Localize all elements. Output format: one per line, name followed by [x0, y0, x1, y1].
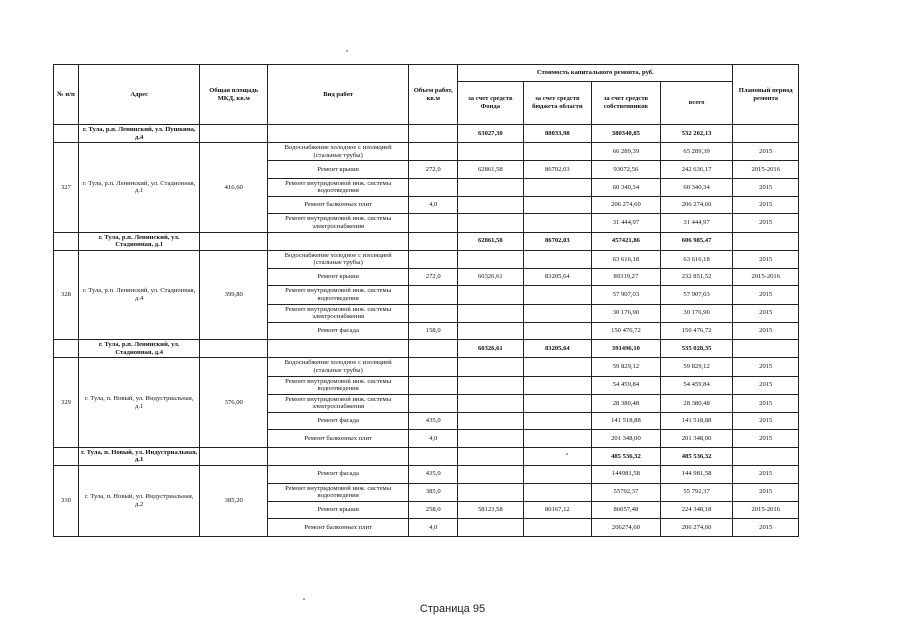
- region-cell: [523, 412, 592, 430]
- region-cell: [523, 519, 592, 537]
- work-cell: Ремонт внутридомовой инж. системы электроснабжения: [268, 304, 409, 322]
- period-cell: 2015-2016: [733, 268, 799, 286]
- owners-cell: 201 348,00: [592, 430, 661, 448]
- total-cell: 144 981,58: [660, 466, 733, 484]
- volume-cell: [409, 232, 458, 250]
- region-cell: [523, 358, 592, 376]
- region-cell: 83205,64: [523, 340, 592, 358]
- scan-speck: [303, 598, 305, 600]
- work-cell: Ремонт фасада: [268, 412, 409, 430]
- owners-cell: 89319,27: [592, 268, 661, 286]
- area-cell: [200, 340, 268, 358]
- total-cell: 28 380,48: [660, 394, 733, 412]
- num-cell: [54, 340, 79, 358]
- owners-cell: 30 176,90: [592, 304, 661, 322]
- period-cell: [733, 340, 799, 358]
- region-cell: 86702,03: [523, 232, 592, 250]
- owners-cell: 391496,10: [592, 340, 661, 358]
- num-cell: 329: [54, 358, 79, 447]
- period-cell: 2015: [733, 214, 799, 232]
- col-header-period: Плановый период ремонта: [733, 65, 799, 125]
- total-cell: 59 829,12: [660, 358, 733, 376]
- region-cell: [523, 250, 592, 268]
- area-cell: [200, 232, 268, 250]
- period-cell: 2015-2016: [733, 501, 799, 519]
- fund-cell: [458, 143, 523, 161]
- region-cell: [523, 196, 592, 214]
- owners-cell: 206274,60: [592, 519, 661, 537]
- num-cell: [54, 447, 79, 465]
- region-cell: [523, 430, 592, 448]
- period-cell: 2015: [733, 304, 799, 322]
- address-cell: г. Тула, п. Новый, ул. Индустриальная, д.2: [78, 466, 200, 537]
- owners-cell: 457421,86: [592, 232, 661, 250]
- period-cell: 2015: [733, 143, 799, 161]
- volume-cell: [409, 358, 458, 376]
- work-cell: Ремонт внутридомовой инж. системы водоотведения: [268, 483, 409, 501]
- region-cell: [523, 286, 592, 304]
- address-cell: г. Тула, п. Новый, ул. Индустриальная, д.1: [78, 447, 200, 465]
- fund-cell: [458, 250, 523, 268]
- region-cell: [523, 322, 592, 340]
- period-cell: [733, 447, 799, 465]
- volume-cell: 4,0: [409, 196, 458, 214]
- total-cell: 532 202,13: [660, 125, 733, 143]
- total-cell: 242 636,17: [660, 161, 733, 179]
- owners-cell: 66 289,39: [592, 143, 661, 161]
- capital-repair-table: [53, 64, 799, 537]
- volume-cell: [409, 125, 458, 143]
- volume-cell: 272,0: [409, 268, 458, 286]
- total-cell: 535 028,35: [660, 340, 733, 358]
- volume-cell: [409, 340, 458, 358]
- work-cell: Ремонт внутридомовой инж. системы электроснабжения: [268, 394, 409, 412]
- period-cell: 2015: [733, 178, 799, 196]
- area-cell: 399,80: [200, 250, 268, 339]
- subtotal-row: [54, 447, 799, 465]
- address-cell: г. Тула, р.п. Ленинский, ул. Стадионная, д.1: [78, 143, 200, 232]
- total-cell: 31 444,97: [660, 214, 733, 232]
- address-cell: г. Тула, р.п. Ленинский, ул. Стадионная, д.1: [78, 232, 200, 250]
- table-row: [54, 358, 799, 376]
- page-number: Страница 95: [419, 603, 486, 615]
- region-cell: 83205,64: [523, 268, 592, 286]
- subtotal-row: [54, 340, 799, 358]
- scan-speck: [346, 50, 348, 52]
- num-cell: 330: [54, 466, 79, 537]
- volume-cell: [409, 447, 458, 465]
- work-cell: Ремонт балконных плит: [268, 196, 409, 214]
- volume-cell: [409, 214, 458, 232]
- total-cell: 57 907,03: [660, 286, 733, 304]
- owners-cell: 141 518,88: [592, 412, 661, 430]
- fund-cell: [458, 519, 523, 537]
- fund-cell: [458, 466, 523, 484]
- owners-cell: 57 907,03: [592, 286, 661, 304]
- volume-cell: [409, 250, 458, 268]
- owners-cell: 63 616,18: [592, 250, 661, 268]
- address-cell: г. Тула, р.п. Ленинский, ул. Стадионная, д.4: [78, 250, 200, 339]
- num-cell: [54, 232, 79, 250]
- num-cell: [54, 125, 79, 143]
- work-cell: Ремонт внутридомовой инж. системы водоотведения: [268, 178, 409, 196]
- fund-cell: [458, 394, 523, 412]
- col-header-num: № п/п: [54, 65, 79, 125]
- col-header-volume: Объем работ, кв.м: [409, 65, 458, 125]
- address-cell: г. Тула, п. Новый, ул. Индустриальная, д.1: [78, 358, 200, 447]
- table-row: [54, 143, 799, 161]
- col-header-cost-group: Стоимость капитального ремонта, руб.: [458, 65, 733, 82]
- volume-cell: 158,0: [409, 322, 458, 340]
- col-header-area: Общая площадь МКД, кв.м: [200, 65, 268, 125]
- subtotal-row: [54, 125, 799, 143]
- fund-cell: [458, 483, 523, 501]
- document-sheet: [53, 64, 799, 537]
- region-cell: [523, 304, 592, 322]
- owners-cell: 206 274,60: [592, 196, 661, 214]
- region-cell: [523, 447, 592, 465]
- total-cell: 63 616,18: [660, 250, 733, 268]
- total-cell: 54 459,84: [660, 376, 733, 394]
- fund-cell: 62861,58: [458, 161, 523, 179]
- period-cell: 2015: [733, 394, 799, 412]
- owners-cell: 54 459,84: [592, 376, 661, 394]
- period-cell: 2015: [733, 196, 799, 214]
- fund-cell: [458, 304, 523, 322]
- owners-cell: 86057,48: [592, 501, 661, 519]
- table-row: [54, 250, 799, 268]
- fund-cell: [458, 358, 523, 376]
- period-cell: [733, 232, 799, 250]
- fund-cell: [458, 376, 523, 394]
- fund-cell: [458, 447, 523, 465]
- col-header-owners: за счет средств собственников: [592, 82, 661, 125]
- region-cell: 88033,98: [523, 125, 592, 143]
- area-cell: [200, 447, 268, 465]
- volume-cell: 272,0: [409, 161, 458, 179]
- fund-cell: [458, 214, 523, 232]
- address-cell: г. Тула, р.п. Ленинский, ул. Стадионная, д.4: [78, 340, 200, 358]
- num-cell: 327: [54, 143, 79, 232]
- region-cell: 80167,12: [523, 501, 592, 519]
- period-cell: 2015: [733, 286, 799, 304]
- work-cell: Ремонт балконных плит: [268, 519, 409, 537]
- owners-cell: 144981,58: [592, 466, 661, 484]
- owners-cell: 485 536,32: [592, 447, 661, 465]
- period-cell: 2015: [733, 483, 799, 501]
- total-cell: 30 176,90: [660, 304, 733, 322]
- area-cell: 416,60: [200, 143, 268, 232]
- volume-cell: 258,0: [409, 501, 458, 519]
- region-cell: [523, 143, 592, 161]
- num-cell: 328: [54, 250, 79, 339]
- volume-cell: 4,0: [409, 430, 458, 448]
- fund-cell: [458, 322, 523, 340]
- table-header: [54, 65, 799, 125]
- period-cell: 2015: [733, 376, 799, 394]
- work-cell: Водоснабжение холодное с изоляцией (стальные трубы): [268, 358, 409, 376]
- owners-cell: 59 829,12: [592, 358, 661, 376]
- total-cell: 206 274,60: [660, 519, 733, 537]
- total-cell: 206 274,60: [660, 196, 733, 214]
- fund-cell: 63027,30: [458, 125, 523, 143]
- work-cell: Ремонт фасада: [268, 466, 409, 484]
- work-cell: [268, 340, 409, 358]
- period-cell: [733, 125, 799, 143]
- volume-cell: [409, 286, 458, 304]
- owners-cell: 380340,85: [592, 125, 661, 143]
- total-cell: 201 348,00: [660, 430, 733, 448]
- owners-cell: 28 380,48: [592, 394, 661, 412]
- volume-cell: 435,0: [409, 412, 458, 430]
- region-cell: [523, 178, 592, 196]
- owners-cell: 31 444,97: [592, 214, 661, 232]
- region-cell: [523, 483, 592, 501]
- total-cell: 55 792,37: [660, 483, 733, 501]
- work-cell: Водоснабжение холодное с изоляцией (стальные трубы): [268, 250, 409, 268]
- scan-speck: [566, 453, 568, 455]
- col-header-fund: за счет средств Фонда: [458, 82, 523, 125]
- work-cell: [268, 125, 409, 143]
- work-cell: [268, 232, 409, 250]
- owners-cell: 60 340,34: [592, 178, 661, 196]
- period-cell: 2015: [733, 358, 799, 376]
- table-body: [54, 125, 799, 537]
- total-cell: 150 476,72: [660, 322, 733, 340]
- fund-cell: 62861,58: [458, 232, 523, 250]
- work-cell: [268, 447, 409, 465]
- work-cell: Ремонт внутридомовой инж. системы водоотведения: [268, 286, 409, 304]
- volume-cell: [409, 394, 458, 412]
- col-header-work: Вид работ: [268, 65, 409, 125]
- fund-cell: [458, 412, 523, 430]
- subtotal-row: [54, 232, 799, 250]
- work-cell: Ремонт балконных плит: [268, 430, 409, 448]
- owners-cell: 93072,56: [592, 161, 661, 179]
- region-cell: [523, 394, 592, 412]
- area-cell: [200, 125, 268, 143]
- volume-cell: 4,0: [409, 519, 458, 537]
- period-cell: 2015-2016: [733, 161, 799, 179]
- fund-cell: 60326,61: [458, 340, 523, 358]
- region-cell: [523, 214, 592, 232]
- volume-cell: 435,0: [409, 466, 458, 484]
- total-cell: 65 289,39: [660, 143, 733, 161]
- region-cell: [523, 376, 592, 394]
- work-cell: Ремонт крыши: [268, 161, 409, 179]
- period-cell: 2015: [733, 519, 799, 537]
- region-cell: 86702,03: [523, 161, 592, 179]
- total-cell: 141 518,88: [660, 412, 733, 430]
- col-header-total: всего: [660, 82, 733, 125]
- work-cell: Водоснабжение холодное с изоляцией (стальные трубы): [268, 143, 409, 161]
- period-cell: 2015: [733, 322, 799, 340]
- total-cell: 60 340,34: [660, 178, 733, 196]
- volume-cell: 385,0: [409, 483, 458, 501]
- total-cell: 232 851,52: [660, 268, 733, 286]
- fund-cell: [458, 430, 523, 448]
- area-cell: 376,00: [200, 358, 268, 447]
- fund-cell: 60326,61: [458, 268, 523, 286]
- volume-cell: [409, 178, 458, 196]
- fund-cell: [458, 178, 523, 196]
- total-cell: 485 536,32: [660, 447, 733, 465]
- col-header-address: Адрес: [78, 65, 200, 125]
- volume-cell: [409, 304, 458, 322]
- area-cell: 385,20: [200, 466, 268, 537]
- address-cell: г. Тула, р.п. Ленинский, ул. Пушкина, д.4: [78, 125, 200, 143]
- period-cell: 2015: [733, 250, 799, 268]
- work-cell: Ремонт внутридомовой инж. системы электроснабжения: [268, 214, 409, 232]
- total-cell: 224 348,18: [660, 501, 733, 519]
- period-cell: 2015: [733, 430, 799, 448]
- period-cell: 2015: [733, 412, 799, 430]
- period-cell: 2015: [733, 466, 799, 484]
- owners-cell: 55792,37: [592, 483, 661, 501]
- work-cell: Ремонт крыши: [268, 501, 409, 519]
- work-cell: Ремонт внутридомовой инж. системы водоотведения: [268, 376, 409, 394]
- fund-cell: [458, 286, 523, 304]
- work-cell: Ремонт крыши: [268, 268, 409, 286]
- total-cell: 606 985,47: [660, 232, 733, 250]
- volume-cell: [409, 143, 458, 161]
- fund-cell: 58123,58: [458, 501, 523, 519]
- table-row: [54, 466, 799, 484]
- fund-cell: [458, 196, 523, 214]
- region-cell: [523, 466, 592, 484]
- work-cell: Ремонт фасада: [268, 322, 409, 340]
- owners-cell: 150 476,72: [592, 322, 661, 340]
- col-header-region: за счет средств бюджета области: [523, 82, 592, 125]
- volume-cell: [409, 376, 458, 394]
